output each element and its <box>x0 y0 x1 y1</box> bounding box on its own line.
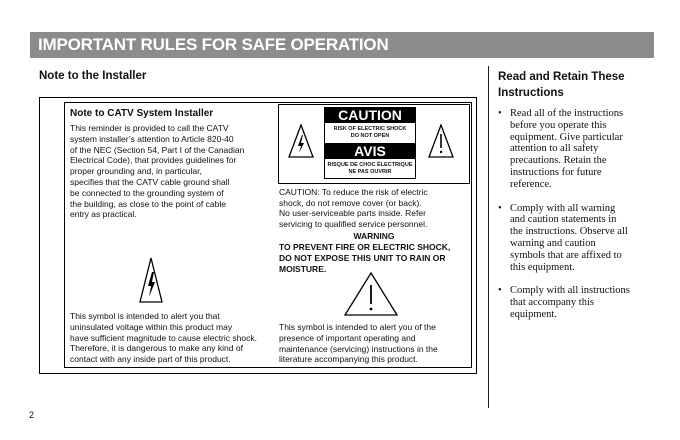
caution-label: CAUTION <box>324 107 416 123</box>
page-number: 2 <box>29 410 35 420</box>
list-item <box>498 203 658 274</box>
bullet-icon: • <box>498 202 502 214</box>
bullet-line: equipment. Give particular <box>510 131 623 143</box>
caution-text-line: shock, do not remove cover (or back). <box>279 197 422 208</box>
read-retain-heading <box>498 69 658 101</box>
bullet-line: equipment. <box>510 308 557 320</box>
read-retain-heading-line-2: Instructions <box>498 87 564 99</box>
warning-line: MOISTURE. <box>279 263 327 274</box>
avis-sub-2: NE PAS OUVRIR <box>324 169 416 179</box>
warning-line: DO NOT EXPOSE THIS UNIT TO RAIN OR <box>279 252 446 263</box>
warning-body <box>279 242 479 274</box>
catv-line: proper grounding and, in particular, <box>70 166 202 177</box>
catv-line: entry as practical. <box>70 209 137 220</box>
bullet-line: Comply with all instructions <box>510 285 630 297</box>
column-divider <box>488 66 489 408</box>
exclamation-symbol-description <box>279 322 471 365</box>
catv-title: Note to CATV System Installer <box>70 108 214 119</box>
lightning-symbol-icon <box>138 256 164 304</box>
exclamation-symbol-icon <box>343 271 399 317</box>
caution-sub-2: DO NOT OPEN <box>324 133 416 143</box>
bullet-line: Read all of the instructions <box>510 108 624 119</box>
bullet-line: the instructions. Observe all <box>510 226 628 238</box>
bullet-line: attention to all safety <box>510 143 599 155</box>
bullet-line: this equipment. <box>510 261 575 273</box>
bullet-line: reference. <box>510 178 552 190</box>
read-retain-heading-line-1: Read and Retain These <box>498 71 625 83</box>
excl-desc-line: maintenance (servicing) instructions in the <box>279 343 438 354</box>
catv-body <box>70 123 275 220</box>
catv-line: the building, as close to the point of cable <box>70 198 226 209</box>
excl-desc-line: presence of important operating and <box>279 332 416 343</box>
instruction-bullet-list <box>498 108 658 333</box>
list-item <box>498 108 658 191</box>
bullet-line: before you operate this <box>510 119 607 131</box>
bullet-line: precautions. Retain the <box>510 155 607 167</box>
catv-line: be connected to the grounding system of <box>70 187 224 198</box>
exclamation-warning-triangle-icon <box>428 124 454 158</box>
list-item <box>498 285 658 320</box>
warning-heading: WARNING <box>353 231 395 241</box>
bolt-desc-line: have sufficient magnitude to cause electric shock. <box>70 332 257 343</box>
catv-line: This reminder is provided to call the CATV <box>70 123 229 133</box>
excl-desc-line: literature accompanying this product. <box>279 354 418 365</box>
catv-line: system installer’s attention to Article 820-40 <box>70 133 234 144</box>
lightning-warning-triangle-icon <box>288 124 314 158</box>
lightning-symbol-description <box>70 311 275 365</box>
catv-line: of the NEC (Section 54, Part I of the Canadian <box>70 144 245 155</box>
caution-avis-label <box>324 107 416 177</box>
avis-label: AVIS <box>324 143 416 159</box>
bolt-desc-line: Therefore, it is dangerous to make any kind of <box>70 343 243 354</box>
catv-line: specifies that the CATV cable ground shall <box>70 176 230 187</box>
caution-sub-1: RISK OF ELECTRIC SHOCK <box>324 123 416 133</box>
bolt-desc-line: contact with any inside part of this product. <box>70 354 231 365</box>
caution-text-line: CAUTION: To reduce the risk of electric <box>279 187 428 197</box>
bullet-line: warning and caution <box>510 237 596 249</box>
warning-line: TO PREVENT FIRE OR ELECTRIC SHOCK, <box>279 242 451 252</box>
bolt-desc-line: This symbol is intended to alert you that <box>70 311 220 321</box>
caution-text <box>279 187 469 229</box>
bullet-line: that accompany this <box>510 297 594 309</box>
caution-text-line: servicing to qualified service personnel. <box>279 218 428 229</box>
bullet-line: Comply with all warning <box>510 202 616 214</box>
caution-text-line: No user-serviceable parts inside. Refer <box>279 208 426 218</box>
section-header: IMPORTANT RULES FOR SAFE OPERATION <box>30 32 654 58</box>
catv-line: Electrical Code), that provides guidelines for <box>70 155 237 166</box>
bullet-line: and caution statements in <box>510 214 617 226</box>
excl-desc-line: This symbol is intended to alert you of the <box>279 322 436 332</box>
bullet-icon: • <box>498 285 502 297</box>
installer-heading: Note to the Installer <box>39 70 147 82</box>
bullet-icon: • <box>498 108 502 119</box>
bullet-line: symbols that are affixed to <box>510 249 622 261</box>
bullet-line: instructions for future <box>510 166 602 178</box>
avis-sub-1: RISQUE DE CHOC ÉLECTRIQUE <box>324 159 416 169</box>
bolt-desc-line: uninsulated voltage within this product may <box>70 321 233 332</box>
